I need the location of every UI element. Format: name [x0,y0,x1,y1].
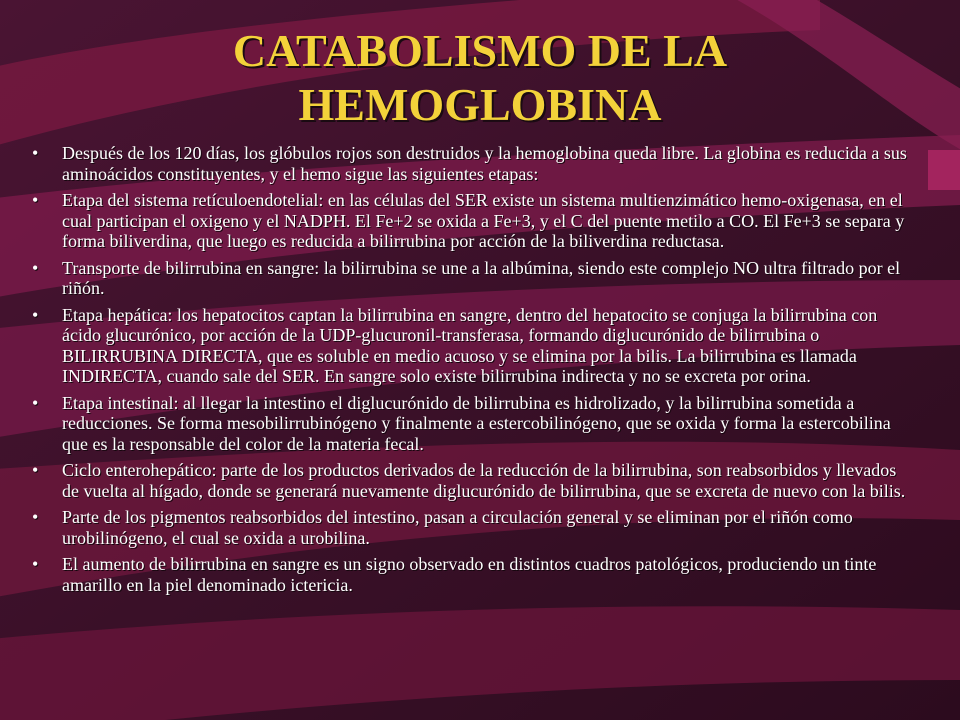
bullet-text: Parte de los pigmentos reabsorbidos del intestino, pasan a circulación general y se eliminan por el riñón como urobilinógeno, el cual se oxida a urobilina. [62,507,853,548]
title-line-1: CATABOLISMO DE LA [232,25,728,76]
bullet-item [30,190,910,252]
bullet-item [30,393,910,455]
bullet-text: Transporte de bilirrubina en sangre: la bilirrubina se une a la albúmina, siendo este complejo NO ultra filtrado por el riñón. [62,257,901,298]
bullet-icon: • [32,257,39,278]
slide-title [60,24,900,132]
bullet-icon: • [32,392,39,413]
bullet-item [30,507,910,548]
bullet-text: Después de los 120 días, los glóbulos rojos son destruidos y la hemoglobina queda libre. La globina es reducida a sus aminoácidos constituyentes, y el hemo sigue las siguientes etapas: [62,143,907,184]
bullet-text: Etapa del sistema retículoendotelial: en las células del SER existe un sistema multienzimático hemo-oxigenasa, en el cual participan el oxigeno y el NADPH. El Fe+2 se oxida a Fe+3, y el C del puente metilo a CO. El Fe+3 se separa y forma biliverdina, que luego es reducida a bilirrubina por acción de la biliverdina reductasa. [62,190,905,251]
bullet-icon: • [32,190,39,210]
bullet-text: El aumento de bilirrubina en sangre es un signo observado en distintos cuadros patológicos, produciendo un tinte amarillo en la piel denominado ictericia. [62,554,877,595]
bullet-text: Etapa hepática: los hepatocitos captan la bilirrubina en sangre, dentro del hepatocito se conjuga la bilirrubina con ácido glucurónico, por acción de la UDP-glucuronil-transferasa, formando diglucurónido de bilirrubina o BILIRRUBINA DIRECTA, que es soluble en medio acuoso y se elimina por la bilis. La bilirrubina es llamada INDIRECTA, cuando sale del SER. En sangre solo existe bilirrubina indirecta y no se excreta por orina. [62,304,878,386]
bullet-text: Etapa intestinal: al llegar la intestino el diglucurónido de bilirrubina es hidrolizado, y la bilirrubina sometida a reducciones. Se forma mesobilirrubinógeno y finalmente a estercobilinógeno, que se oxida y forma la estercobilina que es la responsable del color de la materia fecal. [62,392,891,454]
bullet-list [30,143,910,601]
bullet-item [30,554,910,595]
decorative-block [928,150,960,190]
bullet-icon: • [32,507,39,527]
bullet-item [30,305,910,387]
bullet-item [30,460,910,501]
bullet-text: Ciclo enterohepático: parte de los productos derivados de la reducción de la bilirrubina, son reabsorbidos y llevados de vuelta al hígado, donde se generará nuevamente diglucurónido de bilirrubina, que se excreta de nuevo con la bilis. [62,460,906,501]
bullet-icon: • [32,304,39,325]
bullet-item [30,143,910,184]
bullet-item [30,258,910,299]
bullet-icon: • [32,554,39,574]
bullet-icon: • [32,143,39,163]
bullet-icon: • [32,460,39,480]
title-line-2: HEMOGLOBINA [298,79,662,130]
